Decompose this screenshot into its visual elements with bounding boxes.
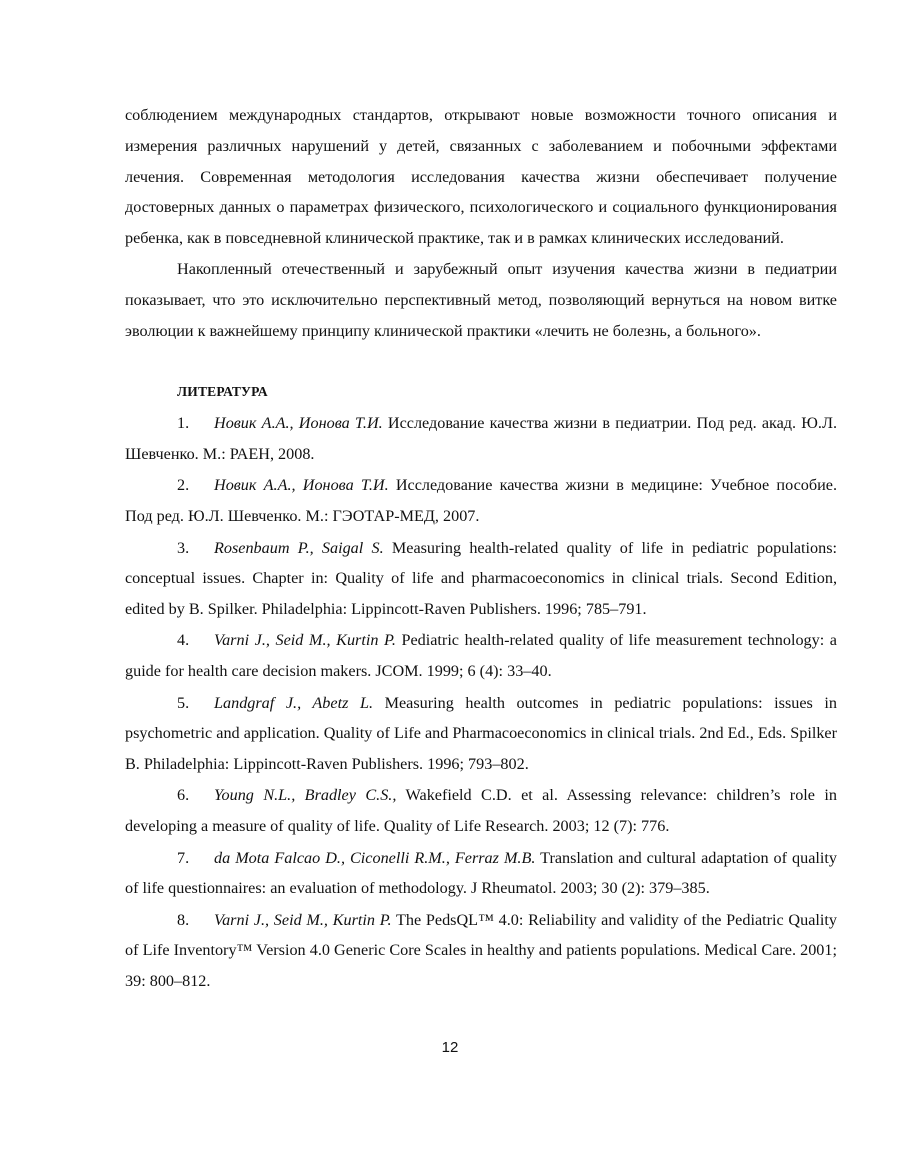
reference-text: Wakefield C.D. et al. Assessing relevance: children’s role in developing a measure of quality of life. Quality of Life Research. 2003; 12 (7): 776. xyxy=(125,786,837,836)
reference-authors: Landgraf J., Abetz L. xyxy=(214,693,374,712)
reference-number: 2. xyxy=(177,476,190,495)
reference-authors: Varni J., Seid M., Kurtin P. xyxy=(214,910,392,929)
reference-number: 7. xyxy=(177,848,190,867)
body-paragraph: соблюдением международных стандартов, открывают новые возможности точного описания и измерения различных нарушений у детей, связанных с заболеванием и побочными эффектами лечения. Современная методология исследования качества жизни обеспечивает получение достоверных данных о параметрах физического, психологического и социального функционирования ребенка, как в повседневной клинической практике, так и в рамках клинических исследований. xyxy=(125,106,837,248)
reference-number: 1. xyxy=(177,414,190,433)
reference-item xyxy=(125,843,837,905)
reference-item xyxy=(125,905,837,997)
reference-authors: Rosenbaum P., Saigal S. xyxy=(214,538,384,557)
reference-number: 5. xyxy=(177,693,190,712)
reference-item xyxy=(125,688,837,780)
reference-item xyxy=(125,780,837,842)
reference-authors: da Mota Falcao D., Ciconelli R.M., Ferraz M.B. xyxy=(214,848,536,867)
reference-text: Pediatric health-related quality of life measurement technology: a guide for health care decision makers. JCOM. 1999; 6 (4): 33–40. xyxy=(125,631,837,681)
body-paragraph: Накопленный отечественный и зарубежный опыт изучения качества жизни в педиатрии показывает, что это исключительно перспективный метод, позволяющий вернуться на новом витке эволюции к важнейшему принципу клинической практики «лечить не болезнь, а больного». xyxy=(125,259,837,340)
page-number: 12 xyxy=(441,1039,459,1056)
reference-item xyxy=(125,470,837,532)
reference-text: Measuring health-related quality of life in pediatric populations: conceptual issues. Chapter in: Quality of life and pharmacoeconomics in clinical trials. Second Edition, edited by B. Spilker. Philadelphia: Lippincott-Raven Publishers. 1996; 785–791. xyxy=(125,538,837,619)
reference-authors: Новик А.А., Ионова Т.И. xyxy=(214,476,389,495)
reference-number: 3. xyxy=(177,538,190,557)
reference-text: Исследование качества жизни в педиатрии. Под ред. акад. Ю.Л. Шевченко. М.: РАЕН, 2008. xyxy=(125,414,838,464)
page-content xyxy=(125,100,837,997)
reference-text: Translation and cultural adaptation of quality of life questionnaires: an evaluation of methodology. J Rheumatol. 2003; 30 (2): 379–385. xyxy=(125,848,837,898)
references-heading: ЛИТЕРАТУРА xyxy=(177,384,268,400)
reference-authors: Varni J., Seid M., Kurtin P. xyxy=(214,631,396,650)
reference-item xyxy=(125,533,837,625)
reference-number: 6. xyxy=(177,786,190,805)
reference-authors: Новик А.А., Ионова Т.И. xyxy=(214,414,383,433)
reference-item xyxy=(125,408,837,470)
reference-text: Исследование качества жизни в медицине: Учебное пособие. Под ред. Ю.Л. Шевченко. М.: ГЭОТАР-МЕД, 2007. xyxy=(125,476,837,526)
reference-item xyxy=(125,625,837,687)
reference-authors: Young N.L., Bradley C.S., xyxy=(214,786,397,805)
reference-number: 4. xyxy=(177,631,190,650)
reference-text: Measuring health outcomes in pediatric populations: issues in psychometric and application. Quality of Life and Pharmacoeconomics in clinical trials. 2nd Ed., Eds. Spilker B. Philadelphia: Lippincott-Raven Publishers. 1996; 793–802. xyxy=(125,693,837,774)
references-list xyxy=(125,408,837,997)
reference-text: The PedsQL™ 4.0: Reliability and validity of the Pediatric Quality of Life Inventory™ Version 4.0 Generic Core Scales in healthy and patients populations. Medical Care. 2001; 39: 800–812. xyxy=(125,910,837,991)
reference-number: 8. xyxy=(177,910,190,929)
